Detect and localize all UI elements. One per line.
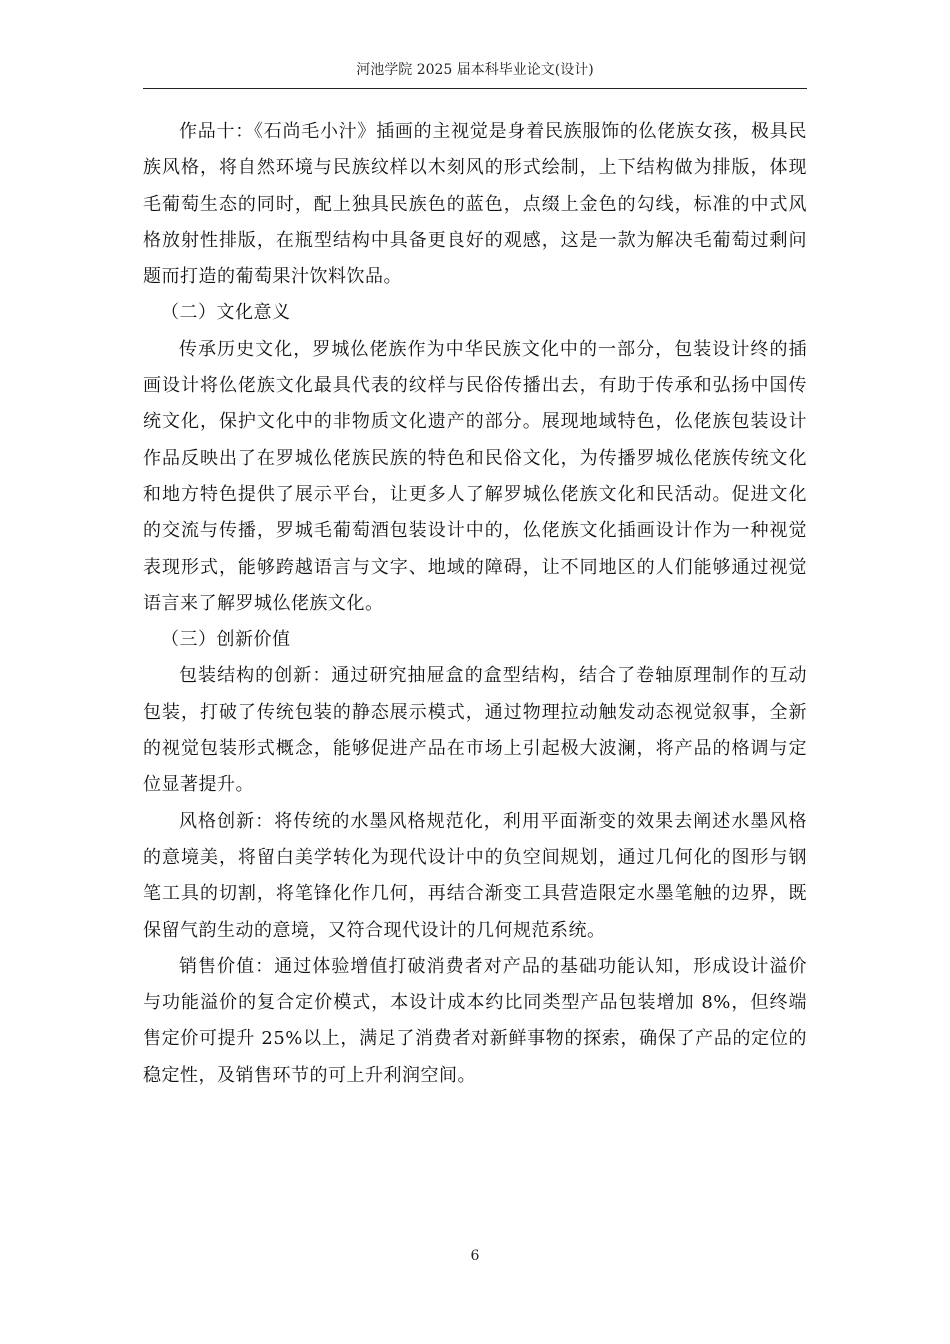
paragraph-style-innovation: 风格创新：将传统的水墨风格规范化，利用平面渐变的效果去阐述水墨风格的意境美，将留白美学转化为现代设计中的负空间规划，通过几何化的图形与钢笔工具的切割，将笔锋化作几何，再结合渐变工具营造限定水墨笔触的边界，既保留气韵生动的意境，又符合现代设计的几何规范系统。 [143,810,807,941]
page-footer [0,1246,950,1266]
paragraph-cultural-significance: 传承历史文化，罗城仫佬族作为中华民族文化中的一部分，包装设计终的插画设计将仫佬族文化最具代表的纹样与民俗传播出去，有助于传承和弘扬中国传统文化，保护文化中的非物质文化遗产的部分。展现地域特色，仫佬族包装设计作品反映出了在罗城仫佬族民族的特色和民俗文化，为传播罗城仫佬族传统文化和地方特色提供了展示平台，让更多人了解罗城仫佬族文化和民活动。促进文化的交流与传播，罗城毛葡萄酒包装设计中的，仫佬族文化插画设计作为一种视觉表现形式，能够跨越语言与文字、地域的障碍，让不同地区的人们能够通过视觉语言来了解罗城仫佬族文化。 [143,338,807,614]
page-number: 6 [470,1248,480,1264]
paragraph-work-ten: 作品十：《石尚毛小汁》插画的主视觉是身着民族服饰的仫佬族女孩，极具民族风格，将自然环境与民族纹样以木刻风的形式绘制，上下结构做为排版，体现毛葡萄生态的同时，配上独具民族色的蓝色，点缀上金色的勾线，标准的中式风格放射性排版，在瓶型结构中具备更良好的观感，这是一款为解决毛葡萄过剩问题而打造的葡萄果汁饮料饮品。 [143,121,807,288]
section-heading-innovation-value: （三）创新价值 [161,629,291,651]
paragraph-sales-value: 销售价值：通过体验增值打破消费者对产品的基础功能认知，形成设计溢价与功能溢价的复合定价模式，本设计成本约比同类型产品包装增加 8%，但终端售定价可提升 25%以上，满足了消费者对新鲜事物的探索，确保了产品的定位的稳定性，及销售环节的可上升利润空间。 [143,955,807,1086]
header-title: 河池学院 2025 届本科毕业论文(设计) [356,62,594,78]
page-header [143,58,807,89]
body-text [143,114,807,1094]
section-heading-cultural-significance: （二）文化意义 [161,302,291,324]
paragraph-structure-innovation: 包装结构的创新：通过研究抽屉盒的盒型结构，结合了卷轴原理制作的互动包装，打破了传统包装的静态展示模式，通过物理拉动触发动态视觉叙事，全新的视觉包装形式概念，能够促进产品在市场上引起极大波澜，将产品的格调与定位显著提升。 [143,665,807,796]
